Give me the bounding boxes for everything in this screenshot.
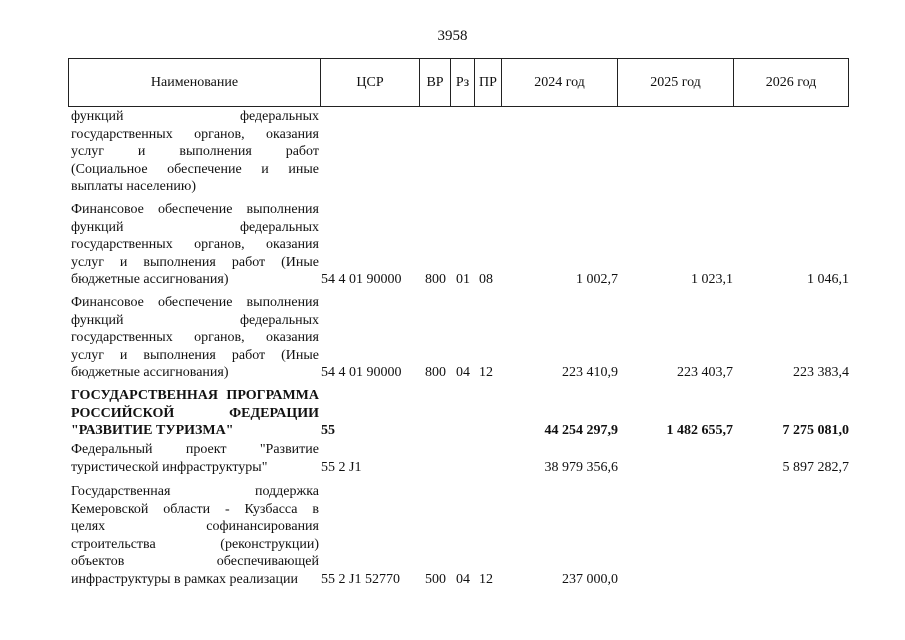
row-name-line: выплаты населению): [71, 179, 196, 194]
row-name-line: бюджетные ассигнования): [71, 365, 229, 380]
row-name: [71, 483, 319, 588]
row-name-line: строительства (реконструкции): [71, 536, 319, 552]
header-rz: Рз: [451, 59, 475, 106]
row-name-line: функций федеральных: [71, 312, 319, 328]
header-name: Наименование: [69, 59, 321, 106]
row-csr: 55: [321, 423, 335, 438]
row-name-line: функций федеральных: [71, 219, 319, 235]
header-2025: 2025 год: [618, 59, 734, 106]
row-vr: 800: [425, 272, 446, 287]
row-name: [71, 387, 319, 440]
row-csr: 55 2 J1: [321, 459, 362, 475]
row-csr: 55 2 J1 52770: [321, 571, 400, 587]
row-name-line: целях софинансирования: [71, 519, 319, 534]
row-csr: 54 4 01 90000: [321, 272, 402, 287]
row-name-line: государственных органов, оказания: [71, 330, 319, 345]
row-name-line: туристической инфраструктуры": [71, 459, 268, 475]
row-name-line: "РАЗВИТИЕ ТУРИЗМА": [71, 423, 234, 438]
row-value-2024: 1 002,7: [576, 272, 618, 287]
row-name: [71, 294, 319, 382]
row-name-line: Финансовое обеспечение выполнения: [71, 202, 319, 217]
row-name-line: услуг и выполнения работ (Иные: [71, 254, 319, 270]
row-value-2025: 1 023,1: [691, 272, 733, 287]
page-number: 3958: [437, 28, 468, 44]
row-value-2025: 223 403,7: [677, 365, 733, 380]
row-value-2025: 1 482 655,7: [666, 423, 733, 438]
row-name: [71, 441, 319, 476]
row-csr: 54 4 01 90000: [321, 365, 402, 380]
row-name: [71, 108, 319, 196]
row-name-line: объектов обеспечивающей: [71, 554, 319, 569]
row-value-2024: 223 410,9: [562, 365, 618, 380]
row-pr: 12: [479, 365, 493, 380]
row-pr: 12: [479, 571, 493, 587]
row-name-line: государственных органов, оказания: [71, 237, 319, 252]
row-name-line: государственных органов, оказания: [71, 126, 319, 142]
row-name-line: функций федеральных: [71, 109, 319, 124]
row-name-line: (Социальное обеспечение и иные: [71, 161, 319, 177]
row-name-line: инфраструктуры в рамках реализации: [71, 571, 298, 587]
row-value-2026: 7 275 081,0: [782, 423, 849, 438]
header-csr: ЦСР: [321, 59, 420, 106]
header-vr: ВР: [420, 59, 451, 106]
row-name-line: Финансовое обеспечение выполнения: [71, 295, 319, 310]
row-name: [71, 201, 319, 289]
row-pr: 08: [479, 272, 493, 287]
header-2026: 2026 год: [765, 75, 817, 90]
row-value-2026: 1 046,1: [807, 272, 849, 287]
row-vr: 500: [425, 571, 446, 587]
row-rz: 04: [456, 365, 470, 380]
row-name-line: бюджетные ассигнования): [71, 272, 229, 287]
row-name-line: услуг и выполнения работ (Иные: [71, 347, 319, 363]
row-value-2024: 237 000,0: [562, 571, 618, 587]
row-name-line: Федеральный проект "Развитие: [71, 442, 319, 457]
row-value-2026: 5 897 282,7: [782, 459, 849, 475]
header-pr: ПР: [475, 59, 502, 106]
row-name-line: ГОСУДАРСТВЕННАЯ ПРОГРАММА: [71, 388, 319, 403]
row-rz: 01: [456, 272, 470, 287]
row-value-2024: 44 254 297,9: [544, 423, 618, 438]
row-value-2026: 223 383,4: [793, 365, 849, 380]
row-name-line: Кемеровской области - Кузбасса в: [71, 501, 319, 517]
row-name-line: Государственная поддержка: [71, 484, 319, 499]
table-header: [68, 58, 849, 107]
row-name-line: услуг и выполнения работ: [71, 144, 319, 159]
row-vr: 800: [425, 365, 446, 380]
row-rz: 04: [456, 571, 470, 587]
row-name-line: РОССИЙСКОЙ ФЕДЕРАЦИИ: [71, 405, 319, 421]
row-value-2024: 38 979 356,6: [544, 459, 618, 475]
header-2024: 2024 год: [502, 59, 618, 106]
